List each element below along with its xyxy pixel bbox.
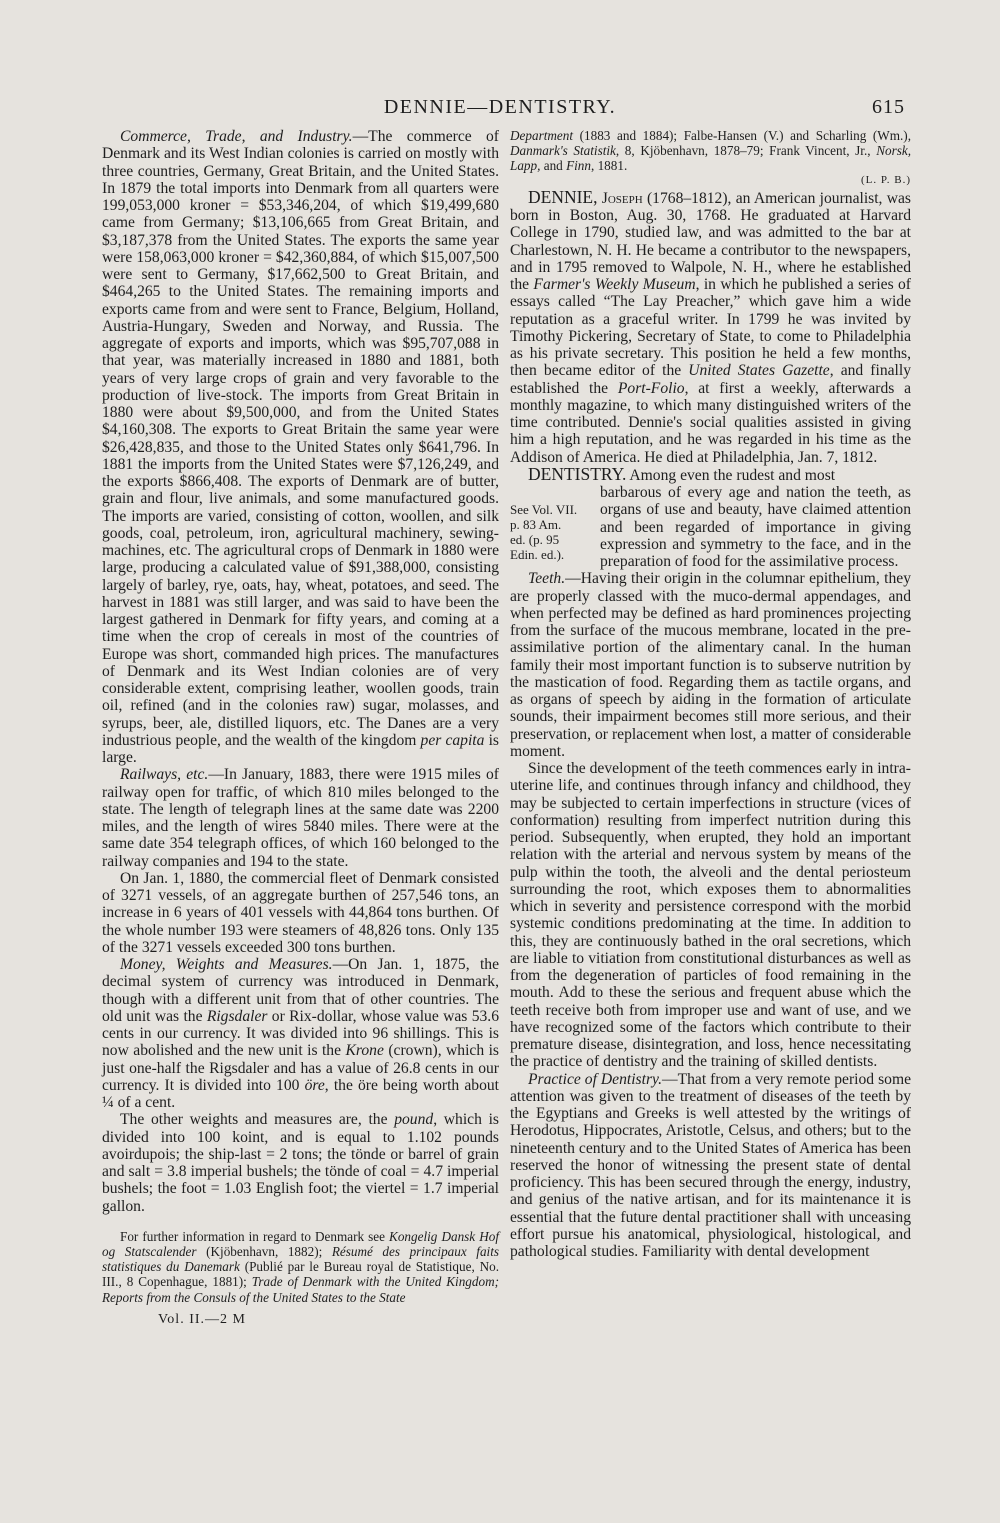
paragraph-fleet: On Jan. 1, 1880, the commercial fleet of Denmark consisted of 3271 vessels, of an aggregate burthen of 257,546 tons, an increase in 6 years of 401 vessels with 44,864 tons burthen. Of the whole number 193 were steamers of 48,826 tons. Only 135 of the 3271 vessels exceeded 300 tons burthen. — [102, 869, 499, 956]
section-title-practice: Practice of Dentistry. — [528, 1070, 662, 1088]
paragraph-practice: Practice of Dentistry.—That from a very remote period some attention was given to the treatment of diseases of the teeth by the Egyptians and Greeks is well attested by the writings of Herodotus, Hippocrates, Aristotle, Celsus, and others; but to the nineteenth century and to the United States of America has been reserved the honor of witnessing the present state of dental proficiency. This has been secured through the energy, industry, and genius of the native artisan, and for its maintenance it is essential that the future dental practitioner shall with unceasing effort pursue his anatomical, physiological, histological, and pathological studies. Familiarity with dental development — [510, 1070, 911, 1261]
section-title-teeth: Teeth. — [528, 570, 566, 588]
running-title: DENNIE—DENTISTRY. — [383, 96, 617, 118]
left-column — [102, 128, 499, 1328]
headword-dentistry: DENTISTRY. — [528, 463, 627, 484]
author-initials: (L. P. B.) — [860, 173, 911, 186]
right-column — [510, 128, 911, 1260]
footnote-continued: Department (1883 and 1884); Falbe-Hansen (V.) and Scharling (Wm.), Danmark's Statistik, 8, Kjöbenhavn, 1878–79; Frank Vincent, Jr., Norsk, Lapp, and Finn, 1881. — [510, 128, 911, 174]
entry-dentistry: DENTISTRY. Among even the rudest and most — [528, 463, 836, 484]
paragraph-commerce: Commerce, Trade, and Industry.—The commerce of Denmark and its West Indian colonies is carried on mostly with three countries, Germany, Great Britain, and the United States. In 1879 the total imports into Denmark from all quarters were 199,053,000 kroner = $53,346,204, of which $19,499,680 came from Germany; $13,106,665 from Great Britain, and $3,187,378 from the United States. The exports the same year were 158,063,000 kroner = $42,360,884, of which $15,007,500 were sent to Germany, $17,662,500 to Great Britain, and $464,265 to the United States. The remaining imports and exports came from and were sent to France, Belgium, Holland, Austria-Hungary, Sweden and Norway, and Russia. The aggregate of exports and imports, which was $95,707,088 in that year, was materially increased in 1880 and 1881, both years of very large crops of grain and very favorable to the production of live-stock. The imports from Great Britain in 1880 were about $9,500,000, and from the United States $4,160,308. The exports to Great Britain the same year were $26,428,835, and those to the United States only $641,796. In 1881 the imports from the United States were $7,126,249, and the exports $866,408. The exports of Denmark are of butter, grain and flour, live animals, and some manufactured goods. The imports are varied, consisting of cotton, woollen, and silk goods, coal, petroleum, iron, agricultural machinery, sewing-machines, etc. The agricultural crops of Denmark in 1880 were large, producing a calculated value of $91,388,000, consisting largely of barley, rye, oats, hay, wheat, potatoes, and seed. The harvest in 1881 was still larger, and was said to have been the largest gathered in Denmark for fifty years, and coming at a time when the crop of cereals in most of the countries of Europe was short, commanded high prices. The manufactures of Denmark and its West Indian colonies are of very considerable extent, comprising leather, woollen goods, train oil, refined (and in the colonies raw) sugar, molasses, and syrups, beer, ale, distilled liquors, etc. The Danes are a very industrious people, and the wealth of the kingdom per capita is large. — [102, 128, 500, 766]
headword-dennie: DENNIE, — [528, 186, 598, 207]
page-header — [0, 96, 1000, 124]
paragraph-weights: The other weights and measures are, the pound, which is divided into 100 koint, and is equal to 1.102 pounds avoirdupois; the ship-last = 2 tons; the tönde or barrel of grain and salt = 3.8 imperial bushels; the tönde of coal = 4.7 imperial bushels; the foot = 1.03 English foot; the viertel = 1.7 imperial gallon. — [102, 1111, 499, 1215]
paragraph-teeth: Teeth.—Having their origin in the columnar epithelium, they are properly classed with the muco-dermal appendages, and when perfected may be defined as hard prominences projecting from the surface of the mucous membrane, located in the pre-assimilative portion of the alimentary canal. In the human family their most important function is to subserve nutrition by the mastication of food. Regarding them as tactile organs, and as organs of speech by aiding in the formation of articulate sounds, their impairment becomes still more serious, and their preservation, or replacement when lost, a matter of considerable moment. — [510, 570, 911, 760]
signature-mark: Vol. II.—2 M — [158, 1311, 246, 1327]
entry-dennie: DENNIE, Joseph (1768–1812), an American journalist, was born in Boston, Aug. 30, 1768. He graduated at Harvard College in 1790, studied law, and was admitted to the bar at Charlestown, N. H. He became a contributor to the newspapers, and in 1795 removed to Walpole, N. H., where he established the Farmer's Weekly Museum, in which he published a series of essays called “The Lay Preacher,” which gave him a wide reputation as a graceful writer. In 1799 he was invited by Timothy Pickering, Secretary of State, to come to Philadelphia as his private secretary. This position he held a few months, then became editor of the United States Gazette, and finally established the Port-Folio, at first a weekly, afterwards a monthly magazine, to which many distinguished writers of the time contributed. Dennie's social qualities assisted in giving him a high reputation, and he was regarded in his time as the Addison of America. He died at Philadelphia, Jan. 7, 1812. — [510, 186, 912, 466]
paragraph-railways: Railways, etc.—In January, 1883, there were 1915 miles of railway open for traffic, of which 810 miles belonged to the state. The length of telegraph lines at the same date was 2200 miles, and the length of wires 5840 miles. There were at the same date 354 telegraph offices, of which 160 belonged to the railway companies and 194 to the state. — [102, 766, 500, 870]
section-title-money: Money, Weights and Measures. — [120, 956, 333, 973]
margin-note: See Vol. VII. p. 83 Am. ed. (p. 95 Edin. ed.). — [510, 502, 578, 563]
section-title-railways: Railways, etc. — [120, 766, 209, 784]
page-number: 615 — [872, 96, 905, 118]
footnote-references: For further information in regard to Denmark see Kongelig Dansk Hof og Statscalender (Kjöbenhavn, 1882); Résumé des principaux faits statistiques du Danemark (Publié par le Bureau royal de Statistique, No. III., 8 Copenhague, 1881); Trade of Denmark with the United Kingdom; Reports from the Consuls of the United States to the State — [102, 1228, 499, 1305]
paragraph-money: Money, Weights and Measures.—On Jan. 1, 1875, the decimal system of currency was introduced in Denmark, though with a different unit from that of other countries. The old unit was the Rigsdaler or Rix-dollar, whose value was 53.6 cents in our currency. It was divided into 96 shillings. This is now abolished and the new unit is the Krone (crown), which is just one-half the Rigsdaler and has a value of 26.8 cents in our currency. It is divided into 100 öre, the öre being worth about ¼ of a cent. — [102, 956, 500, 1111]
section-title-commerce: Commerce, Trade, and Industry. — [120, 128, 353, 145]
dentistry-intro: See Vol. VII. p. 83 Am. ed. (p. 95 Edin. ed.). barbarous of every age and nation the teeth, as organs of use and beauty, have claimed attention and been regarded of importance in giving expression and symmetry to the face, and in the preparation of food for the assimilative process. — [510, 484, 911, 571]
paragraph-development: Since the development of the teeth commences early in intra-uterine life, and continues through infancy and childhood, they may be subjected to certain imperfections in structure (vices of conformation) resulting from imperfect nutrition during this period. Subsequently, when erupted, they hold an important relation with the arterial and nervous system by means of the pulp within the tooth, the alveoli and the dental periosteum surrounding the root, which exposes them to abnormalities which in severity and persistence correspond with the morbid systemic conditions predominating at the time. In addition to this, they are continuously bathed in the oral secretions, which are liable to vitiation from constitutional disturbances as well as from the degeneration of particles of food remaining in the mouth. Add to these the serious and frequent abuse which the teeth receive both from improper use and want of use, and we have recognized some of the factors which contribute to their premature disease, disintegration, and loss, hence necessitating the practice of dentistry and the training of skilled dentists. — [510, 760, 911, 1071]
